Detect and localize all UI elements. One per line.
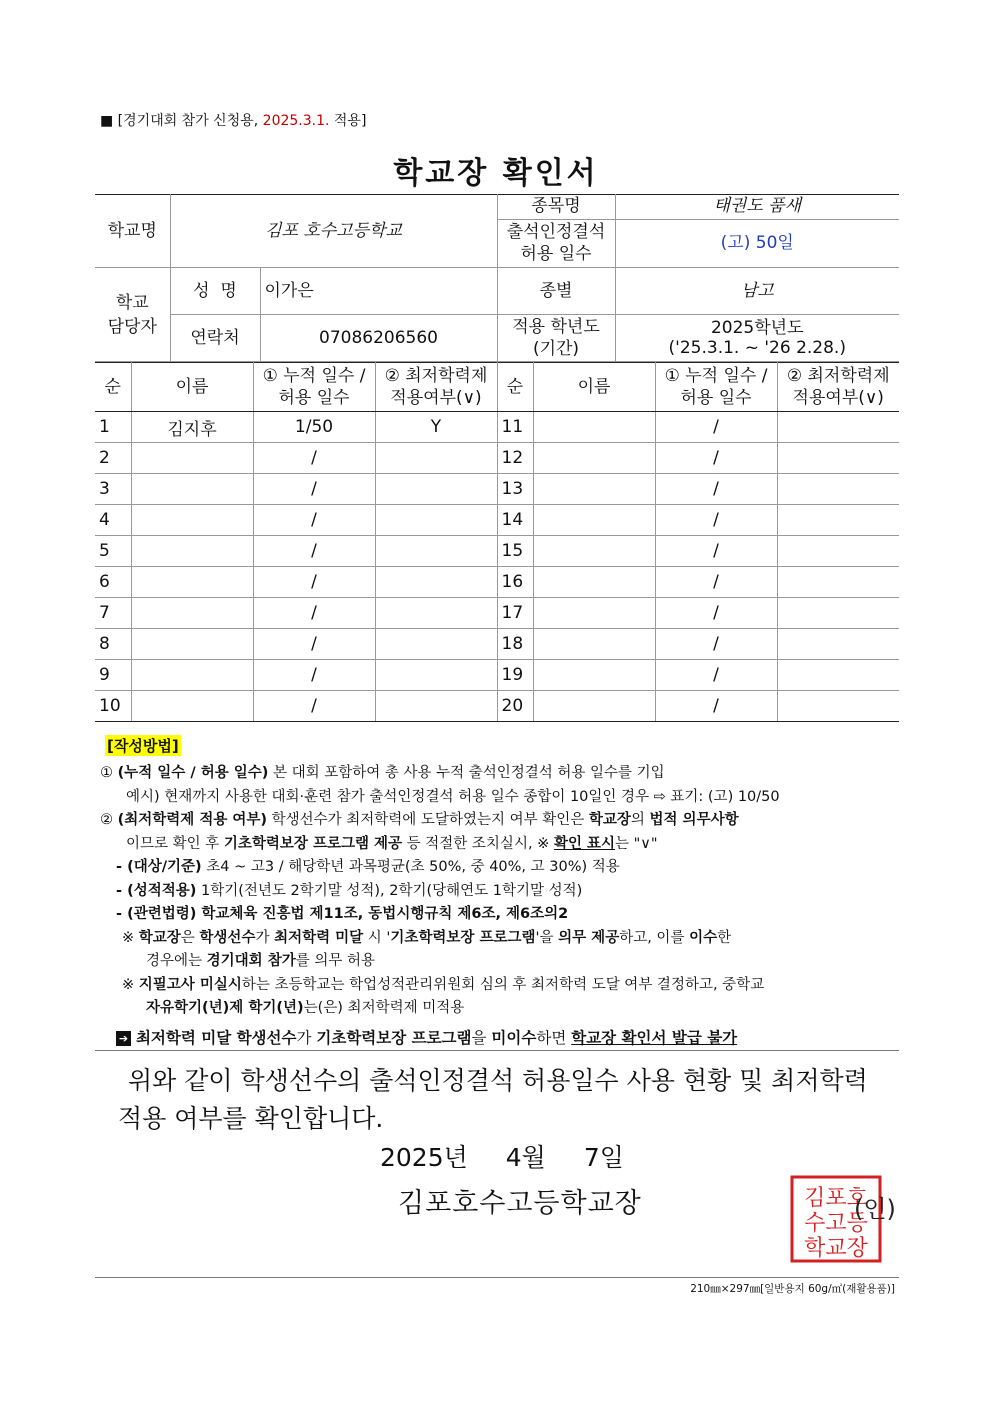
i2-b3: 법적 의무사항 [649,812,739,828]
i1-text: 본 대회 포함하여 총 사용 누적 출석인정결석 허용 일수를 기입 [268,765,665,781]
cell-applied: Y [375,412,497,443]
cell-no: 1 [95,412,131,443]
instruction-2 [100,809,900,833]
cell-no: 11 [497,412,533,443]
cell-name [131,443,253,474]
cell-applied [375,691,497,722]
student-list-table [95,362,899,722]
cell-name [533,443,655,474]
arrow-box-icon: ➔ [116,1031,131,1046]
table-row [95,629,899,660]
allowed-days-label: 출석인정결석 허용 일수 [497,219,615,267]
event-value: 태권도 품새 [615,195,899,220]
circled-2: ② [100,812,113,828]
cell-name [131,691,253,722]
gender-value: 남고 [615,268,899,315]
svg-text:학교장: 학교장 [804,1236,868,1261]
school-label: 학교명 [95,195,170,268]
cell-no: 14 [497,505,533,536]
date-year: 2025년 [380,1143,468,1172]
principal-title: 김포호수고등학교장 [398,1188,642,1219]
cell-days: / [655,691,777,722]
divider [95,1050,899,1051]
note-2-line2 [100,997,900,1021]
cell-days: / [655,598,777,629]
footer-note: 210㎜×297㎜[일반용지 60g/㎡(재활용품)] [690,1283,895,1295]
cell-name [131,660,253,691]
cell-applied [777,629,899,660]
contact-value: 07086206560 [260,315,497,362]
n1-j: 의무 제공 [558,929,620,946]
d1-bold: - (대상/기준) [116,859,202,875]
cell-no: 13 [497,474,533,505]
official-seal [786,1175,896,1263]
cell-days: / [655,660,777,691]
allowed-days-value: (고) 50일 [615,219,899,267]
n1-l2-c: 를 의무 허용 [295,953,375,969]
table-row [95,598,899,629]
n1-h: 기초학력보장 프로그램 [390,929,536,946]
cell-name [533,474,655,505]
top-note-prefix: ■ [경기대회 참가 신청용, [100,113,263,129]
cell-days: / [253,474,375,505]
i2-bold: (최저학력제 적용 여부) [117,812,268,828]
cell-no: 19 [497,660,533,691]
confirm-statement [118,1062,898,1138]
cell-no: 7 [95,598,131,629]
cell-days: / [253,691,375,722]
i1-bold: (누적 일수 / 허용 일수) [117,765,269,781]
cell-name [533,412,655,443]
school-info-table [95,194,899,362]
i2-l2-c: 등 적절한 조치실시, ※ [402,835,554,852]
name-value: 이가은 [260,268,497,315]
cell-days: 1/50 [253,412,375,443]
cell-name [533,629,655,660]
instruction-1-example: 예시) 현재까지 사용한 대회·훈련 참가 출석인정결석 허용 일수 종합이 10일인 경우 ⇨ 표기: (고) 10/50 [126,788,780,805]
n1-l2-a: 경우에는 [146,953,207,969]
note-1 [100,927,900,951]
final-f: 하면 [536,1028,572,1047]
final-d: 을 [471,1028,492,1047]
note-2 [100,974,900,998]
d3-bold: - (관련법령) [116,906,197,922]
table-row [95,505,899,536]
instructions [100,762,900,1050]
date-day: 7일 [583,1143,624,1172]
header-no: 순 [95,363,131,412]
confirm-line-2: 적용 여부를 확인합니다. [118,1104,384,1133]
header-days: ① 누적 일수 / 허용 일수 [655,363,777,412]
n1-l: 이수 [689,929,718,946]
table-row [95,567,899,598]
final-a: 최저학력 미달 학생선수 [135,1028,297,1047]
method-title: [작성방법] [107,737,179,755]
cell-no: 6 [95,567,131,598]
cell-applied [375,505,497,536]
school-value: 김포 호수고등학교 [170,195,497,268]
table-row [95,660,899,691]
cell-days: / [655,536,777,567]
svg-text:수고등: 수고등 [804,1211,868,1236]
i2-l2-e: 는 "∨" [615,835,658,852]
cell-applied [375,629,497,660]
cell-name [131,474,253,505]
cell-days: / [253,505,375,536]
detail-3 [100,903,900,927]
cell-name [533,598,655,629]
circled-1: ① [100,765,113,781]
d3-text: 학교체육 진흥법 제11조, 동법시행규칙 제6조, 제6조의2 [196,906,569,922]
seal-mark: (인) [854,1195,896,1223]
n1-c: 은 [180,929,200,946]
n1-k: 하고, 이를 [619,929,690,946]
table-row [95,412,899,443]
i2-l2-d: 확인 표시 [553,835,616,852]
contact-label: 연락처 [170,315,260,362]
cell-no: 10 [95,691,131,722]
cell-applied [375,443,497,474]
document-title: 학교장 확인서 [393,156,599,191]
n1-m: 한 [717,929,732,946]
cell-no: 3 [95,474,131,505]
table-row [95,474,899,505]
cell-no: 2 [95,443,131,474]
d1-text: 초4 ~ 고3 / 해당학년 과목평균(초 50%, 중 40%, 고 30%) 적용 [201,859,620,875]
cell-name [533,567,655,598]
n1-i: '을 [535,929,559,946]
n2-l2-b: 는(은) 최저학력제 미적용 [303,1000,465,1016]
top-note-suffix: 적용] [329,113,367,129]
cell-applied [375,660,497,691]
cell-name [131,629,253,660]
list-header-row [95,363,899,412]
cell-days: / [253,629,375,660]
header-name: 이름 [131,363,253,412]
cell-applied [777,474,899,505]
n1-d: 학생선수 [199,929,256,946]
cell-applied [375,598,497,629]
i2-t2: 의 [630,812,650,828]
cell-name [131,536,253,567]
d2-text: 1학기(전년도 2학기말 성적), 2학기(당해연도 1학기말 성적) [196,882,583,899]
top-note-date: 2025.3.1. [262,113,330,129]
cell-days: / [655,474,777,505]
n1-a: ※ [122,929,139,946]
issue-date [380,1138,624,1174]
cell-no: 4 [95,505,131,536]
n1-l2-b: 경기대회 참가 [206,953,296,969]
final-b: 가 [296,1028,317,1047]
cell-no: 5 [95,536,131,567]
d2-bold: - (성적적용) [116,882,197,899]
n2-c: 하는 초등학교는 학업성적관리위원회 심의 후 최저학력 도달 여부 결정하고, 중학교 [241,976,765,993]
year-cell [615,315,899,362]
cell-no: 9 [95,660,131,691]
header-name: 이름 [533,363,655,412]
cell-days: / [655,412,777,443]
note-1-line2 [100,950,900,974]
top-note [100,110,366,130]
year-period: ('25.3.1. ~ '26 2.28.) [668,338,846,358]
header-no: 순 [497,363,533,412]
n2-a: ※ [122,976,139,993]
gender-label: 종별 [497,268,615,315]
final-e: 미이수 [491,1028,537,1047]
cell-applied [777,660,899,691]
cell-no: 12 [497,443,533,474]
manager-label: 학교 담당자 [95,268,170,362]
cell-days: / [655,505,777,536]
cell-applied [375,536,497,567]
cell-applied [375,567,497,598]
cell-name [533,536,655,567]
cell-applied [777,598,899,629]
cell-days: / [655,629,777,660]
n2-l2-a: 자유학기(년)제 학기(년) [146,1000,304,1016]
header-applied: ② 최저학력제 적용여부(∨) [375,363,497,412]
cell-name: 김지후 [131,412,253,443]
cell-no: 17 [497,598,533,629]
final-c: 기초학력보장 프로그램 [316,1028,472,1047]
cell-applied [777,567,899,598]
i2-text: 학생선수가 최저학력에 도달하였는지 여부 확인은 [267,812,589,828]
cell-name [533,660,655,691]
instruction-2-line2 [100,833,900,857]
confirm-line-1: 위와 같이 학생선수의 출석인정결석 허용일수 사용 현황 및 최저학력 [128,1066,868,1095]
n2-b: 지필고사 미실시 [138,976,242,993]
final-g: 학교장 확인서 발급 불가 [571,1028,738,1047]
cell-days: / [655,443,777,474]
cell-applied [777,691,899,722]
detail-2 [100,880,900,904]
table-row [95,443,899,474]
cell-no: 16 [497,567,533,598]
cell-days: / [253,567,375,598]
cell-applied [375,474,497,505]
instruction-1 [100,762,900,786]
year-label: 적용 학년도 (기간) [497,315,615,362]
cell-applied [777,536,899,567]
cell-no: 8 [95,629,131,660]
final-warning [100,1027,900,1051]
i2-l2-b: 기초학력보장 프로그램 제공 [223,835,403,852]
detail-1 [100,856,900,880]
cell-applied [777,505,899,536]
cell-days: / [253,443,375,474]
cell-days: / [253,660,375,691]
cell-name [131,505,253,536]
cell-name [533,505,655,536]
footer-divider [95,1277,899,1278]
cell-no: 15 [497,536,533,567]
cell-days: / [253,536,375,567]
name-label: 성 명 [170,268,260,315]
cell-applied [777,443,899,474]
cell-days: / [253,598,375,629]
cell-days: / [655,567,777,598]
n1-e: 가 [255,929,275,946]
table-row [95,536,899,567]
n1-f: 최저학력 미달 [274,929,364,946]
cell-name [131,567,253,598]
year-value: 2025학년도 [710,318,804,338]
event-label: 종목명 [497,195,615,220]
n1-g: 시 ' [363,929,391,946]
cell-applied [777,412,899,443]
list-body [95,412,899,722]
header-applied: ② 최저학력제 적용여부(∨) [777,363,899,412]
cell-no: 18 [497,629,533,660]
table-row [95,691,899,722]
cell-no: 20 [497,691,533,722]
n1-b: 학교장 [138,929,181,946]
cell-name [533,691,655,722]
cell-name [131,598,253,629]
i2-b2: 학교장 [588,812,631,828]
date-month: 4월 [505,1143,546,1172]
svg-text:김포호: 김포호 [804,1186,868,1211]
i2-l2-a: 이므로 확인 후 [126,835,224,852]
header-days: ① 누적 일수 / 허용 일수 [253,363,375,412]
